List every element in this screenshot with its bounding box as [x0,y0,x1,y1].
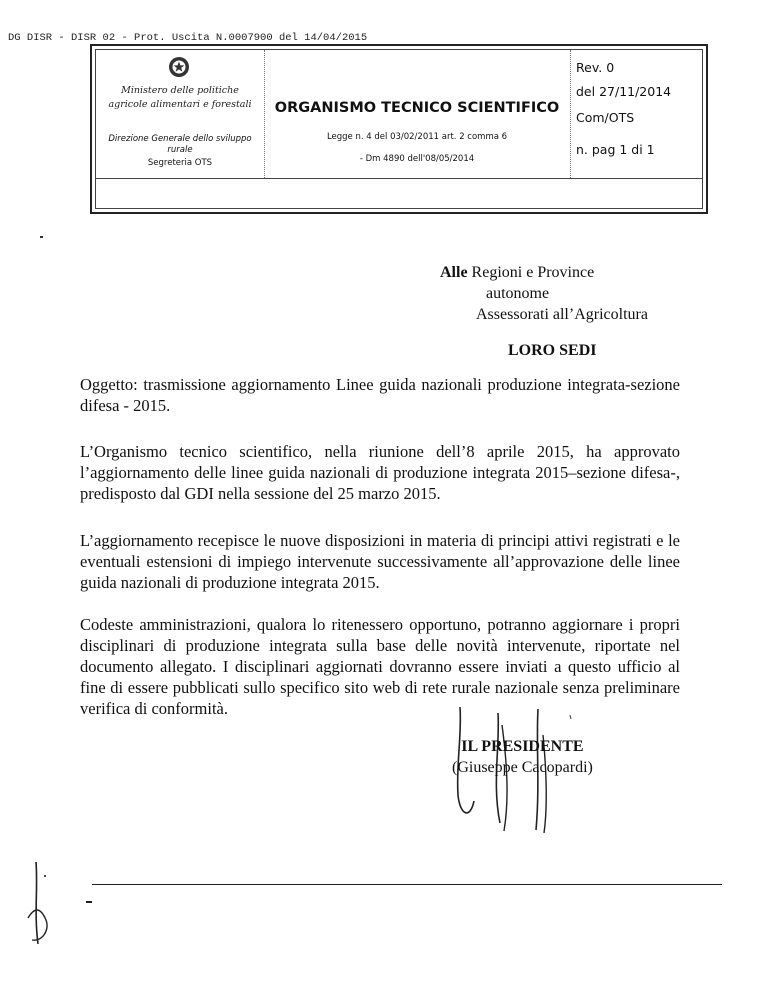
addressee-line-2: autonome [486,285,550,302]
ministry-logo-block [96,50,265,178]
signature-block [452,736,593,778]
revision-label: Rev. 0 [576,60,615,75]
ministry-name [100,84,260,112]
subject-paragraph: Oggetto: trasmissione aggiornamento Linee guida nazionali produzione integrata-sezione difesa - 2015. [80,375,680,415]
body-paragraph-2: L’aggiornamento recepisce le nuove disposizioni in materia di principi attivi registrati e le eventuali estensioni di impiego intervenute successivamente all’approvazione delle linee guida nazionali di produzione integrata 2015. [80,531,680,592]
document-code: Com/OTS [576,110,635,125]
stray-mark [40,236,43,238]
handwritten-margin-mark [24,858,94,948]
segreteria-label: Segreteria OTS [147,158,213,168]
loro-sedi: LORO SEDI [508,342,597,359]
title-block [264,50,571,178]
body-paragraph-1: L’Organismo tecnico scientifico, nella riunione dell’8 aprile 2015, ha approvato l’aggiornamento delle linee guida nazionali di produzione integrata 2015–sezione difesa-, predisposto dal GDI nella sessione del 25 marzo 2015. [80,442,680,503]
addressee-prefix: Alle [440,264,468,281]
direzione-line-1: Direzione Generale dello sviluppo [108,134,252,144]
addressee-block [440,262,648,325]
legge-reference: Legge n. 4 del 03/02/2011 art. 2 comma 6 [326,132,508,142]
protocol-stamp: DG DISR - DISR 02 - Prot. Uscita N.0007900 del 14/04/2015 [8,32,368,44]
document-meta-block [570,50,708,178]
letterhead-empty-row [96,178,702,208]
ministry-line-1: Ministero delle politiche [121,85,239,96]
letterhead-box [90,44,708,214]
dm-reference: - Dm 4890 dell'08/05/2014 [359,154,475,164]
direzione-line-2: rurale [167,145,193,155]
body-paragraph-3: Codeste amministrazioni, qualora lo ritenessero opportuno, potranno aggiornare i propri disciplinari di produzione integrata sulla base delle novità intervenute, riportate nel documento allegato. I disciplinari aggiornati dovranno essere inviati a questo ufficio al fine di essere pubblicati sullo specifico sito web di rete rurale nazionale senza preliminare verifica di conformità. [80,615,680,718]
signature-title: IL PRESIDENTE [461,738,584,755]
italian-emblem-icon [168,56,190,78]
organization-title: ORGANISMO TECNICO SCIENTIFICO [274,100,560,116]
direzione-generale [100,134,260,156]
addressee-line-1: Regioni e Province [471,264,595,281]
footer-rule [92,884,722,885]
signatory-name: (Giuseppe Cacopardi) [452,759,593,776]
page-count: n. pag 1 di 1 [576,142,655,157]
revision-date: del 27/11/2014 [576,84,672,99]
ministry-line-2: agricole alimentari e forestali [108,99,252,110]
addressee-line-3: Assessorati all’Agricoltura [476,306,648,323]
